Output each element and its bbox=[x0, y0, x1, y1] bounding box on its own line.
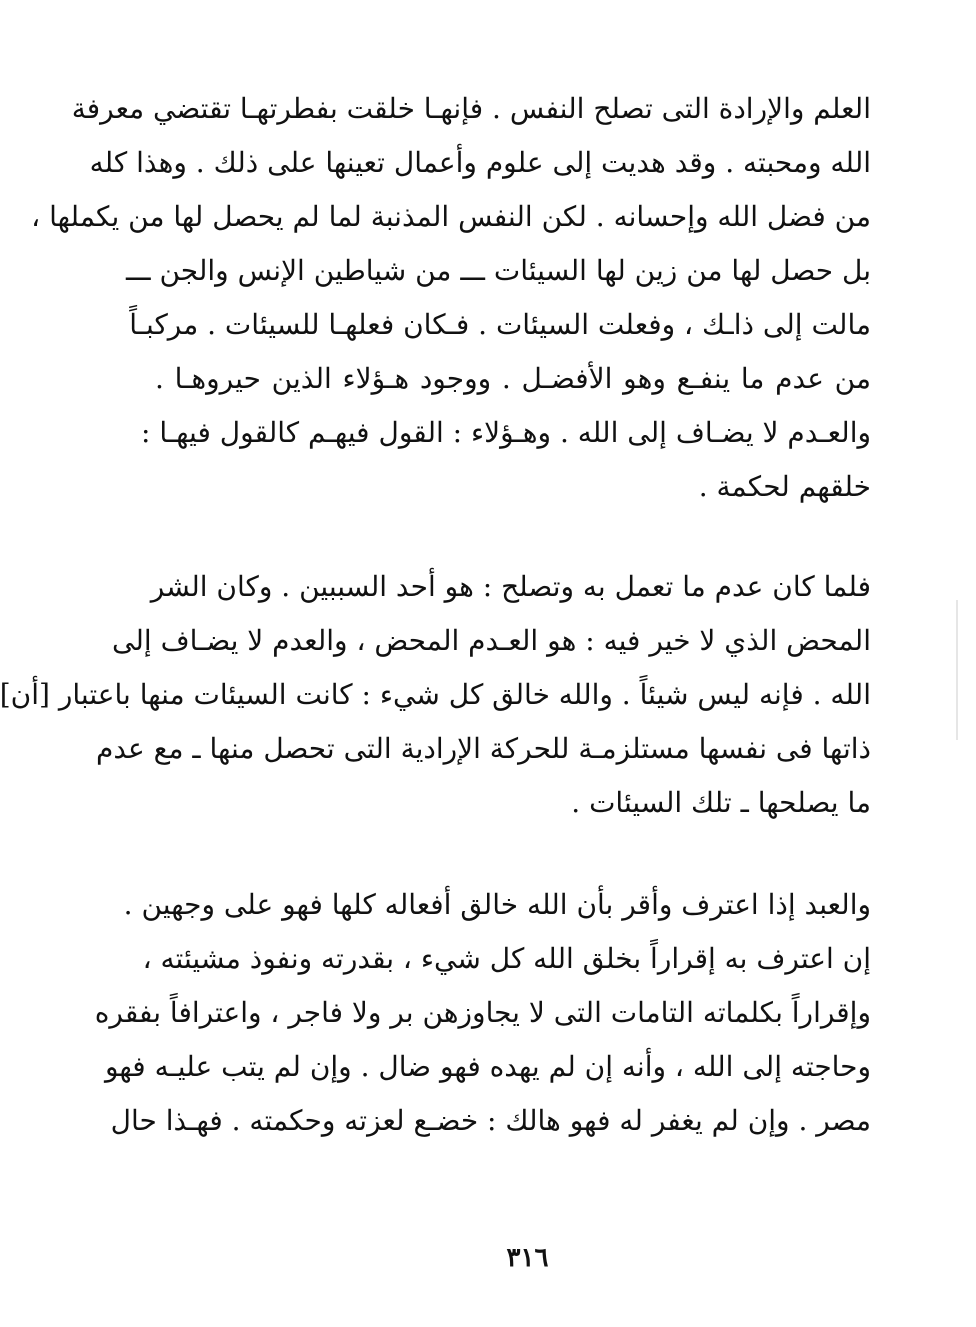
text-line: وإقراراً بكلماته التامات التى لا يجاوزهن بر ولا فاجر ، واعترافاً بفقره bbox=[94, 996, 871, 1029]
text-line: بل حصل لها من زين لها السيئات ـــ من شياطين الإنس والجن ـــ bbox=[125, 254, 871, 287]
text-line: الله ومحبته . وقد هديت إلى علوم وأعمال تعينها على ذلك . وهذا كله bbox=[89, 146, 871, 179]
paragraph-gap bbox=[155, 830, 871, 878]
text-line: ما يصلحها ـ تلك السيئات . bbox=[571, 786, 871, 819]
text-line: المحض الذي لا خير فيه : هو العـدم المحض ، والعدم لا يضـاف إلى bbox=[112, 624, 871, 657]
paragraph-2 bbox=[0, 560, 871, 830]
text-line: ذاتها فى نفسها مستلزمـة للحركة الإرادية التى تحصل منها ـ مع عدم bbox=[95, 732, 871, 765]
text-line: مصر . وإن لم يغفر له فهو هالك : خضـع لعزته وحكمته . فهـذا حال bbox=[110, 1104, 871, 1137]
text-line: والعـدم لا يضـاف إلى الله . وهـؤلاء : القول فيهـم كالقول فيهـا : bbox=[141, 416, 871, 449]
text-line: والعبد إذا اعترف وأقر بأن الله خالق أفعاله كلها فهو على وجهين . bbox=[123, 888, 871, 921]
text-line: من فضل الله وإحسانه . لكن النفس المذنبة لما لم يحصل لها من يكملها ، bbox=[31, 200, 871, 233]
page-number: ٣١٦ bbox=[506, 1243, 549, 1273]
text-line: إن اعترف به إقراراً بخلق الله كل شيء ، بقدرته ونفوذ مشيئته ، bbox=[142, 942, 871, 975]
paragraph-1 bbox=[31, 82, 871, 514]
text-line: خلقهم لحكمة . bbox=[698, 470, 871, 503]
scan-edge-mark bbox=[956, 600, 958, 740]
text-line: فلما كان عدم ما تعمل به وتصلح : هو أحد السببين . وكان الشر bbox=[150, 570, 871, 603]
text-line: مالت إلى ذاـك ، وفعلت السيئات . فـكان فعلهـا للسيئات . مركبـاً bbox=[129, 308, 871, 341]
page-body bbox=[0, 82, 871, 1148]
text-line: وحاجته إلى الله ، وأنه إن لم يهده فهو ضال . وإن لم يتب عليـه فهو bbox=[104, 1050, 871, 1083]
text-line: من عدم ما ينفـع وهو الأفضـل . ووجود هـؤلاء الذين حيروهـا . bbox=[155, 362, 871, 395]
text-line: الله . فإنه ليس شيئاً . والله خالق كل شيء : كانت السيئات منها باعتبار [أن] bbox=[0, 678, 871, 711]
text-line: العلم والإرادة التى تصلح النفس . فإنهـا خلقت بفطرتهـا تقتضي معرفة bbox=[71, 92, 871, 125]
paragraph-gap bbox=[155, 514, 871, 560]
paragraph-3 bbox=[94, 878, 871, 1148]
